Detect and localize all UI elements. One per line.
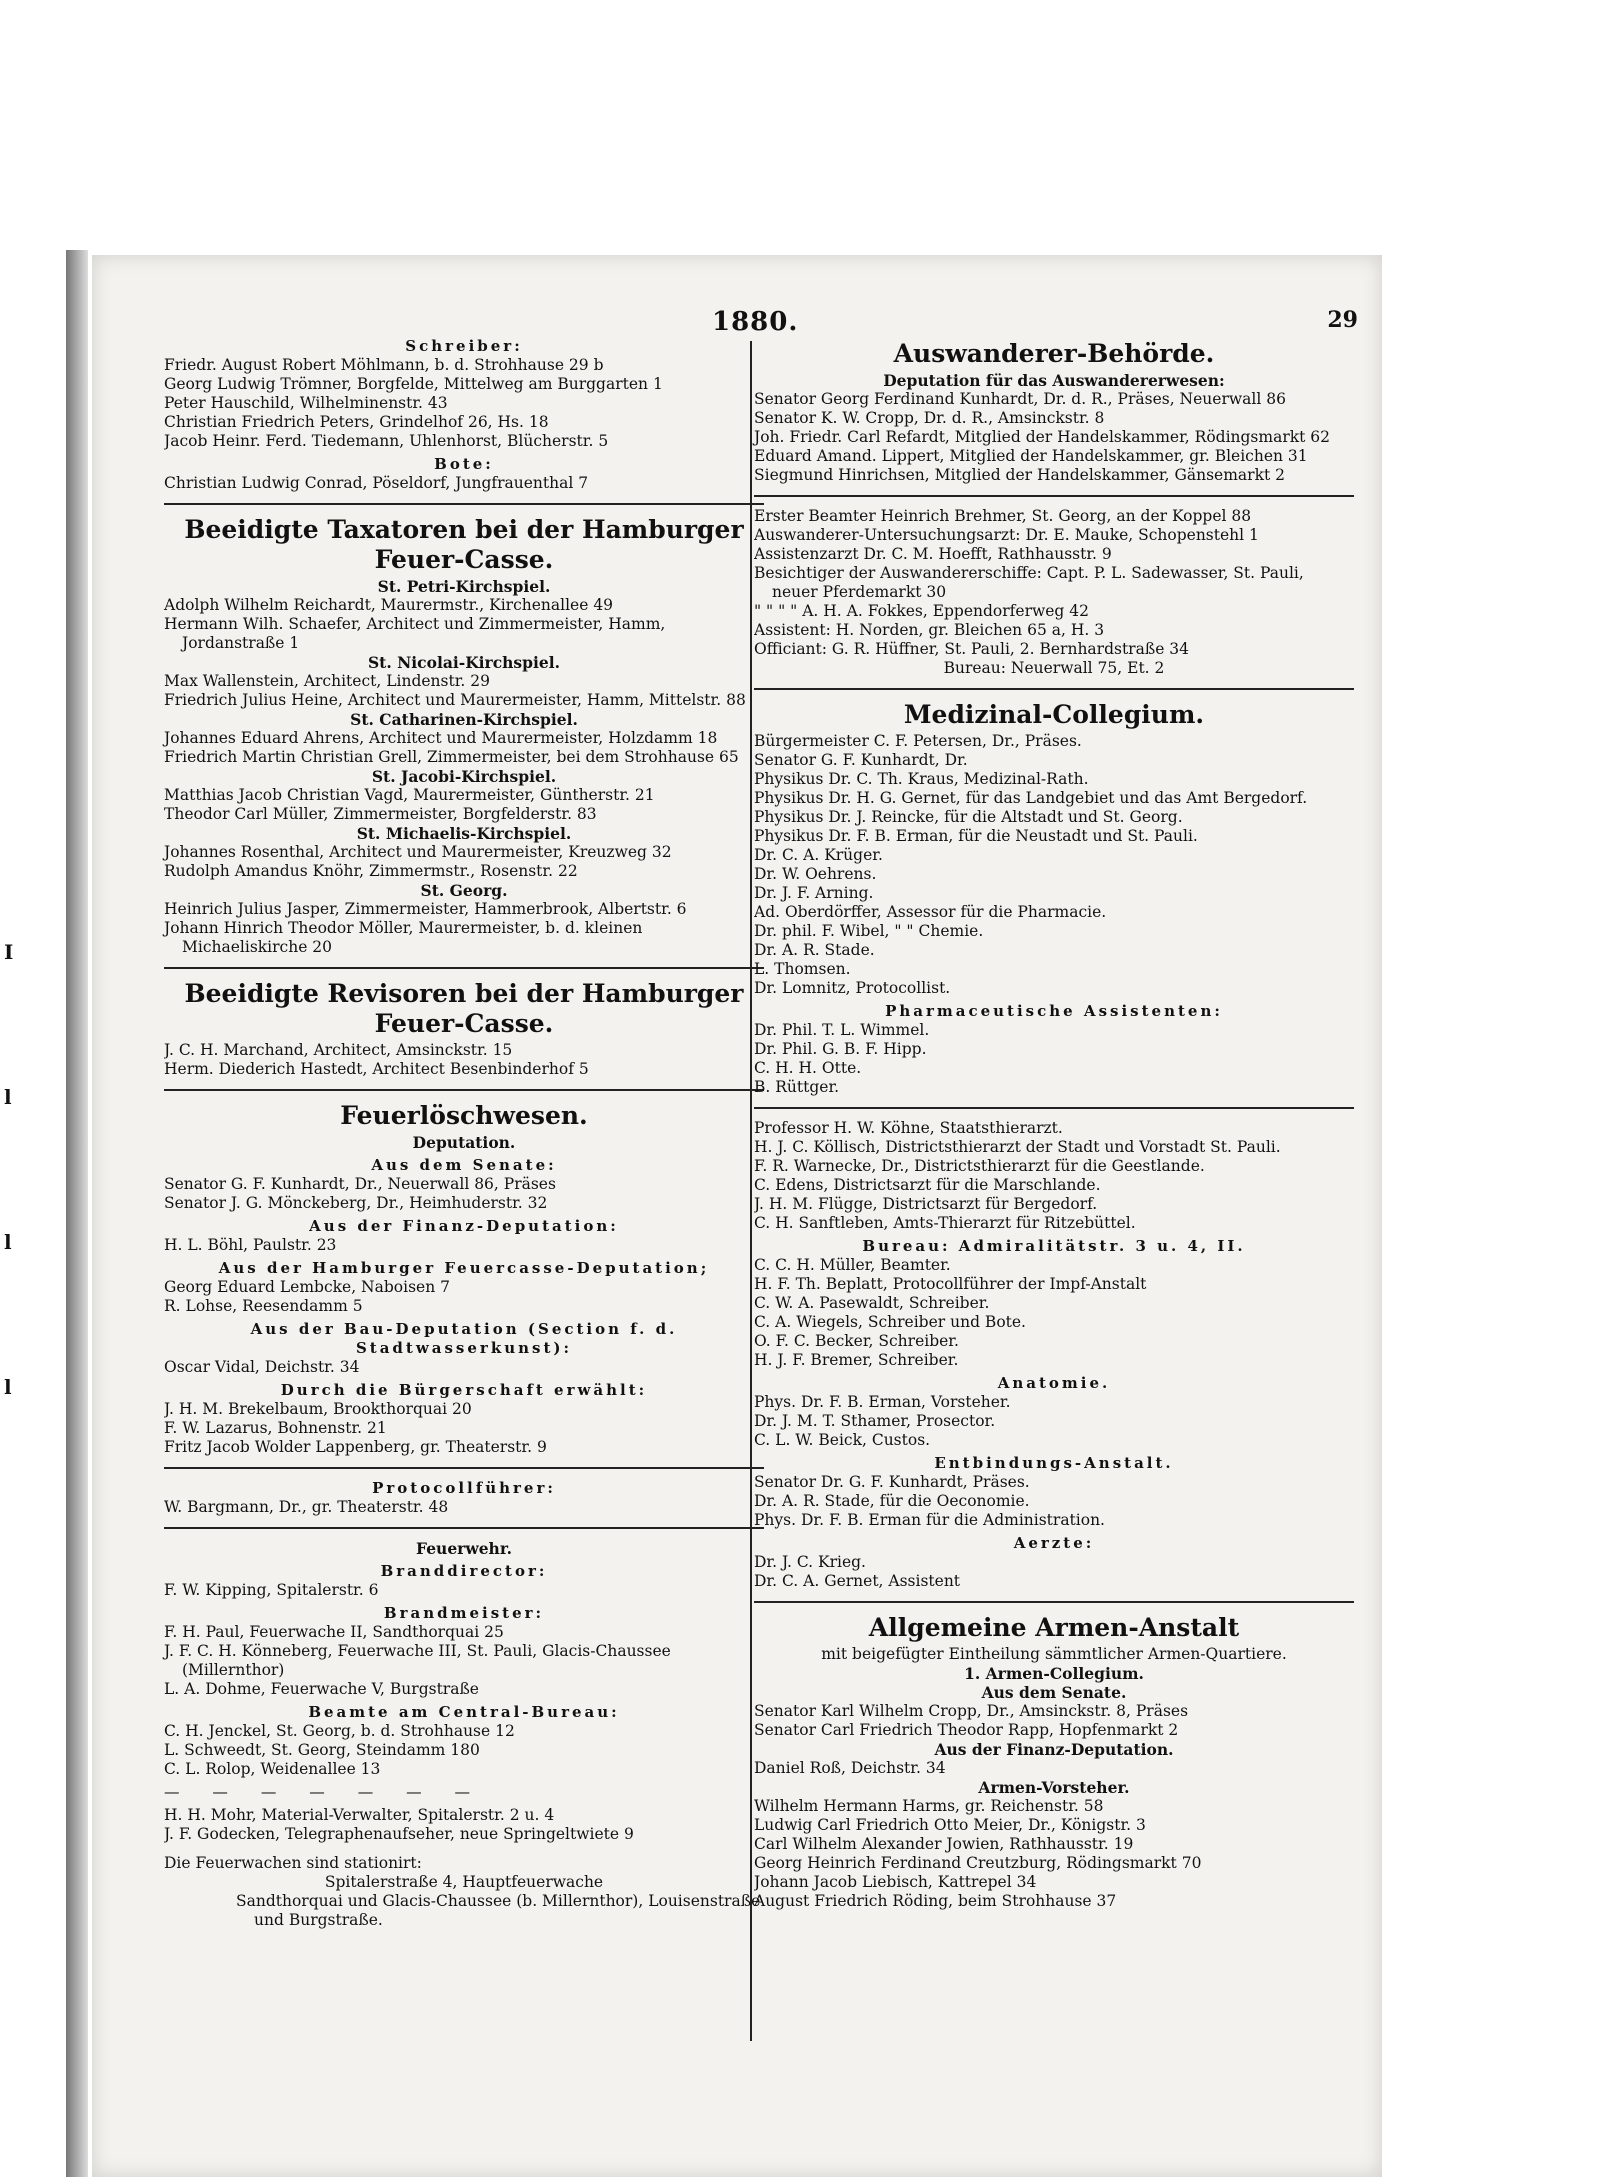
section-rule [754, 495, 1354, 497]
list-item: Physikus Dr. J. Reincke, für die Altstadt und St. Georg. [754, 808, 1183, 826]
list-item: H. H. Mohr, Material-Verwalter, Spitalerstr. 2 u. 4 [164, 1806, 555, 1824]
list-item: Dr. W. Oehrens. [754, 865, 877, 883]
list-item: Rudolph Amandus Knöhr, Zimmermstr., Rosenstr. 22 [164, 862, 578, 880]
list-item: R. Lohse, Reesendamm 5 [164, 1297, 363, 1315]
list-item: Dr. A. R. Stade. [754, 941, 875, 959]
bureau-heading: Bureau: Admiralitätstr. 3 u. 4, II. [862, 1237, 1246, 1255]
feuerwehr-title: Feuerwehr. [416, 1539, 512, 1558]
list-item: Ad. Oberdörffer, Assessor für die Pharmacie. [754, 903, 1107, 921]
list-item: C. L. Rolop, Weidenallee 13 [164, 1760, 381, 1778]
feuerloesch-title: Feuerlöschwesen. [340, 1101, 588, 1130]
list-item: Fritz Jacob Wolder Lappenberg, gr. Theaterstr. 9 [164, 1438, 547, 1456]
feuercasse-heading: Aus der Hamburger Feuercasse-Deputation; [218, 1259, 710, 1277]
list-item: Jacob Heinr. Ferd. Tiedemann, Uhlenhorst, Blücherstr. 5 [164, 432, 609, 450]
list-item: Georg Eduard Lembcke, Naboisen 7 [164, 1278, 450, 1296]
list-item: F. R. Warnecke, Dr., Districtsthierarzt für die Geestlande. [754, 1157, 1205, 1175]
list-item: Johannes Rosenthal, Architect und Maurermeister, Kreuzweg 32 [164, 843, 672, 861]
list-item: " " " " A. H. A. Fokkes, Eppendorferweg 42 [754, 602, 1090, 620]
section-rule [164, 1527, 764, 1529]
stationirt-heading: Die Feuerwachen sind stationirt: [164, 1854, 422, 1872]
list-item: C. W. A. Pasewaldt, Schreiber. [754, 1294, 990, 1312]
list-item: Joh. Friedr. Carl Refardt, Mitglied der Handelskammer, Rödingsmarkt 62 [754, 428, 1331, 446]
list-item: Hermann Wilh. Schaefer, Architect und Zimmermeister, Hamm, Jordanstraße 1 [164, 615, 666, 652]
list-item: H. J. C. Köllisch, Districtsthierarzt der Stadt und Vorstadt St. Pauli. [754, 1138, 1281, 1156]
schreiber-list [164, 356, 764, 451]
auswanderer-deputation: Deputation für das Auswandererwesen: [883, 371, 1225, 390]
bau-heading: Aus der Bau-Deputation (Section f. d. Stadtwasserkunst): [250, 1320, 678, 1357]
list-item: Senator Carl Friedrich Theodor Rapp, Hopfenmarkt 2 [754, 1721, 1179, 1739]
branddirector-heading: Branddirector: [380, 1562, 548, 1580]
anatomie-heading: Anatomie. [997, 1374, 1111, 1392]
page-number: 29 [1327, 307, 1358, 333]
list-item: J. F. Godecken, Telegraphenaufseher, neue Springeltwiete 9 [164, 1825, 634, 1843]
taxatoren-title: Beeidigte Taxatoren bei der Hamburger Feuer-Casse. [184, 515, 744, 574]
list-item: Bureau: Neuerwall 75, Et. 2 [943, 659, 1165, 677]
scanned-page [92, 255, 1382, 2177]
list-item: Senator Dr. G. F. Kunhardt, Präses. [754, 1473, 1030, 1491]
list-item: Senator K. W. Cropp, Dr. d. R., Amsinckstr. 8 [754, 409, 1105, 427]
list-item: C. H. Sanftleben, Amts-Thierarzt für Ritzebüttel. [754, 1214, 1136, 1232]
list-item: Herm. Diederich Hastedt, Architect Besenbinderhof 5 [164, 1060, 589, 1078]
margin-mark: l [4, 1230, 12, 1254]
list-item: Wilhelm Hermann Harms, gr. Reichenstr. 58 [754, 1797, 1104, 1815]
list-item: Physikus Dr. C. Th. Kraus, Medizinal-Rath. [754, 770, 1089, 788]
list-item: C. A. Wiegels, Schreiber und Bote. [754, 1313, 1026, 1331]
list-item: Dr. C. A. Krüger. [754, 846, 883, 864]
list-item: Senator J. G. Mönckeberg, Dr., Heimhuderstr. 32 [164, 1194, 548, 1212]
parish-heading: St. Petri-Kirchspiel. [377, 577, 551, 596]
list-item: Dr. Phil. G. B. F. Hipp. [754, 1040, 927, 1058]
list-item: Christian Friedrich Peters, Grindelhof 26, Hs. 18 [164, 413, 549, 431]
list-item: Daniel Roß, Deichstr. 34 [754, 1759, 946, 1777]
list-item: Heinrich Julius Jasper, Zimmermeister, Hammerbrook, Albertstr. 6 [164, 900, 687, 918]
list-item: Dr. Phil. T. L. Wimmel. [754, 1021, 930, 1039]
margin-mark: I [4, 940, 14, 964]
list-item: Officiant: G. R. Hüffner, St. Pauli, 2. Bernhardstraße 34 [754, 640, 1190, 658]
aerzte-heading: Aerzte: [1013, 1534, 1095, 1552]
list-item: Erster Beamter Heinrich Brehmer, St. Georg, an der Koppel 88 [754, 507, 1252, 525]
right-column [754, 333, 1354, 1911]
list-item: Friedrich Julius Heine, Architect und Maurermeister, Hamm, Mittelstr. 88 [164, 691, 746, 709]
list-item: Ludwig Carl Friedrich Otto Meier, Dr., Königstr. 3 [754, 1816, 1146, 1834]
section-rule [754, 1601, 1354, 1603]
list-item: Eduard Amand. Lippert, Mitglied der Handelskammer, gr. Bleichen 31 [754, 447, 1308, 465]
armen-finanz-heading: Aus der Finanz-Deputation. [934, 1740, 1174, 1759]
list-item: L. Schweedt, St. Georg, Steindamm 180 [164, 1741, 480, 1759]
list-item: Besichtiger der Auswandererschiffe: Capt. P. L. Sadewasser, St. Pauli, neuer Pferdemarkt 30 [754, 564, 1304, 601]
medizinal-title: Medizinal-Collegium. [903, 700, 1205, 729]
list-item: Georg Ludwig Trömner, Borgfelde, Mittelweg am Burggarten 1 [164, 375, 663, 393]
buergerschaft-heading: Durch die Bürgerschaft erwählt: [280, 1381, 648, 1399]
list-item: Max Wallenstein, Architect, Lindenstr. 29 [164, 672, 490, 690]
list-item: Dr. J. C. Krieg. [754, 1553, 866, 1571]
list-item: Oscar Vidal, Deichstr. 34 [164, 1358, 360, 1376]
parish-heading: St. Nicolai-Kirchspiel. [367, 653, 561, 672]
armen-subtitle: mit beigefügter Eintheilung sämmtlicher Armen-Quartiere. [821, 1645, 1287, 1663]
protokoll-heading: Protocollführer: [372, 1479, 556, 1497]
list-item: F. H. Paul, Feuerwache II, Sandthorquai 25 [164, 1623, 504, 1641]
margin-marks [4, 880, 13, 1460]
list-item: Phys. Dr. F. B. Erman für die Administration. [754, 1511, 1105, 1529]
left-column [164, 333, 764, 1930]
pharm-heading: Pharmaceutische Assistenten: [885, 1002, 1223, 1020]
schreiber-heading: Schreiber: [405, 337, 523, 355]
list-item: H. L. Böhl, Paulstr. 23 [164, 1236, 337, 1254]
section-rule [164, 1467, 764, 1469]
list-item: Auswanderer-Untersuchungsarzt: Dr. E. Mauke, Schopenstehl 1 [754, 526, 1259, 544]
list-item: Dr. phil. F. Wibel, " " Chemie. [754, 922, 984, 940]
senate-heading: Aus dem Senate: [371, 1156, 557, 1174]
margin-mark: l [4, 1375, 12, 1399]
list-item: L. A. Dohme, Feuerwache V, Burgstraße [164, 1680, 479, 1698]
list-item: J. F. C. H. Könneberg, Feuerwache III, St. Pauli, Glacis-Chaussee (Millernthor) [164, 1642, 671, 1679]
armen-vorsteher-heading: Armen-Vorsteher. [978, 1778, 1130, 1797]
list-item: Dr. J. F. Arning. [754, 884, 874, 902]
section-rule [754, 688, 1354, 690]
list-item: Johannes Eduard Ahrens, Architect und Maurermeister, Holzdamm 18 [164, 729, 718, 747]
parish-heading: St. Michaelis-Kirchspiel. [356, 824, 572, 843]
list-item: Senator G. F. Kunhardt, Dr., Neuerwall 86, Präses [164, 1175, 556, 1193]
list-item: Friedr. August Robert Möhlmann, b. d. Strohhause 29 b [164, 356, 604, 374]
section-rule [164, 967, 764, 969]
list-item: J. H. M. Brekelbaum, Brookthorquai 20 [164, 1400, 472, 1418]
list-item: Physikus Dr. F. B. Erman, für die Neustadt und St. Pauli. [754, 827, 1198, 845]
list-item: Senator G. F. Kunhardt, Dr. [754, 751, 968, 769]
list-item: Siegmund Hinrichsen, Mitglied der Handelskammer, Gänsemarkt 2 [754, 466, 1285, 484]
deputation-heading: Deputation. [412, 1133, 516, 1152]
bote-heading: Bote: [434, 455, 494, 473]
finanz-heading: Aus der Finanz-Deputation: [309, 1217, 619, 1235]
armen-collegium: 1. Armen-Collegium. [964, 1664, 1144, 1683]
list-item: Matthias Jacob Christian Vagd, Maurermeister, Güntherstr. 21 [164, 786, 655, 804]
section-rule [164, 503, 764, 505]
list-item: F. W. Lazarus, Bohnenstr. 21 [164, 1419, 387, 1437]
list-item: B. Rüttger. [754, 1078, 840, 1096]
list-item: Georg Heinrich Ferdinand Creutzburg, Rödingsmarkt 70 [754, 1854, 1202, 1872]
list-item: Dr. J. M. T. Sthamer, Prosector. [754, 1412, 996, 1430]
parish-heading: St. Catharinen-Kirchspiel. [350, 710, 578, 729]
armen-title: Allgemeine Armen-Anstalt [868, 1613, 1240, 1642]
list-item: O. F. C. Becker, Schreiber. [754, 1332, 959, 1350]
list-item: Professor H. W. Köhne, Staatsthierarzt. [754, 1119, 1063, 1137]
list-item: C. L. W. Beick, Custos. [754, 1431, 931, 1449]
margin-mark: l [4, 1085, 12, 1109]
list-item: Dr. C. A. Gernet, Assistent [754, 1572, 961, 1590]
list-item: Adolph Wilhelm Reichardt, Maurermstr., Kirchenallee 49 [164, 596, 614, 614]
list-item: Johann Jacob Liebisch, Kattrepel 34 [754, 1873, 1037, 1891]
list-item: Assistenzarzt Dr. C. M. Hoefft, Rathhausstr. 9 [754, 545, 1112, 563]
list-item: L. Thomsen. [754, 960, 851, 978]
parish-heading: St. Georg. [420, 881, 508, 900]
list-item: C. H. Jenckel, St. Georg, b. d. Strohhause 12 [164, 1722, 515, 1740]
beamte-heading: Beamte am Central-Bureau: [308, 1703, 620, 1721]
list-item: Johann Hinrich Theodor Möller, Maurermeister, b. d. kleinen Michaeliskirche 20 [164, 919, 643, 956]
list-item: Phys. Dr. F. B. Erman, Vorsteher. [754, 1393, 1011, 1411]
parish-heading: St. Jacobi-Kirchspiel. [371, 767, 557, 786]
list-item: Senator Karl Wilhelm Cropp, Dr., Amsinckstr. 8, Präses [754, 1702, 1189, 1720]
section-rule [754, 1107, 1354, 1109]
list-item: Spitalerstraße 4, Hauptfeuerwache [324, 1873, 604, 1891]
list-item: Bürgermeister C. F. Petersen, Dr., Präses. [754, 732, 1082, 750]
brandmeister-heading: Brandmeister: [383, 1604, 545, 1622]
armen-senate-heading: Aus dem Senate. [981, 1683, 1127, 1702]
dash-separator: — — — — — — — [164, 1783, 485, 1801]
list-item: Peter Hauschild, Wilhelminenstr. 43 [164, 394, 448, 412]
list-item: C. Edens, Districtsarzt für die Marschlande. [754, 1176, 1101, 1194]
list-item: W. Bargmann, Dr., gr. Theaterstr. 48 [164, 1498, 449, 1516]
list-item: Physikus Dr. H. G. Gernet, für das Landgebiet und das Amt Bergedorf. [754, 789, 1308, 807]
page-year: 1880. [712, 307, 799, 337]
list-item: August Friedrich Röding, beim Strohhause 37 [754, 1892, 1117, 1910]
section-rule [164, 1089, 764, 1091]
list-item: Theodor Carl Müller, Zimmermeister, Borgfelderstr. 83 [164, 805, 597, 823]
list-item: J. H. M. Flügge, Districtsarzt für Bergedorf. [754, 1195, 1098, 1213]
list-item: H. J. F. Bremer, Schreiber. [754, 1351, 959, 1369]
list-item: Senator Georg Ferdinand Kunhardt, Dr. d. R., Präses, Neuerwall 86 [754, 390, 1286, 408]
auswanderer-title: Auswanderer-Behörde. [893, 339, 1215, 368]
page-gutter-shadow [66, 250, 88, 2177]
list-item: Dr. A. R. Stade, für die Oeconomie. [754, 1492, 1030, 1510]
entbindung-heading: Entbindungs-Anstalt. [934, 1454, 1174, 1472]
list-item: Assistent: H. Norden, gr. Bleichen 65 a, H. 3 [754, 621, 1105, 639]
list-item: H. F. Th. Beplatt, Protocollführer der Impf-Anstalt [754, 1275, 1147, 1293]
list-item: F. W. Kipping, Spitalerstr. 6 [164, 1581, 379, 1599]
list-item: C. C. H. Müller, Beamter. [754, 1256, 951, 1274]
list-item: J. C. H. Marchand, Architect, Amsinckstr. 15 [164, 1041, 513, 1059]
list-item: Friedrich Martin Christian Grell, Zimmermeister, bei dem Strohhause 65 [164, 748, 739, 766]
list-item: Carl Wilhelm Alexander Jowien, Rathhausstr. 19 [754, 1835, 1134, 1853]
list-item: Dr. Lomnitz, Protocollist. [754, 979, 951, 997]
revisoren-title: Beeidigte Revisoren bei der Hamburger Feuer-Casse. [184, 979, 744, 1038]
list-item: C. H. H. Otte. [754, 1059, 862, 1077]
list-item: Christian Ludwig Conrad, Pöseldorf, Jungfrauenthal 7 [164, 474, 589, 492]
list-item: Sandthorquai und Glacis-Chaussee (b. Millernthor), Louisenstraße und Burgstraße. [236, 1892, 761, 1929]
